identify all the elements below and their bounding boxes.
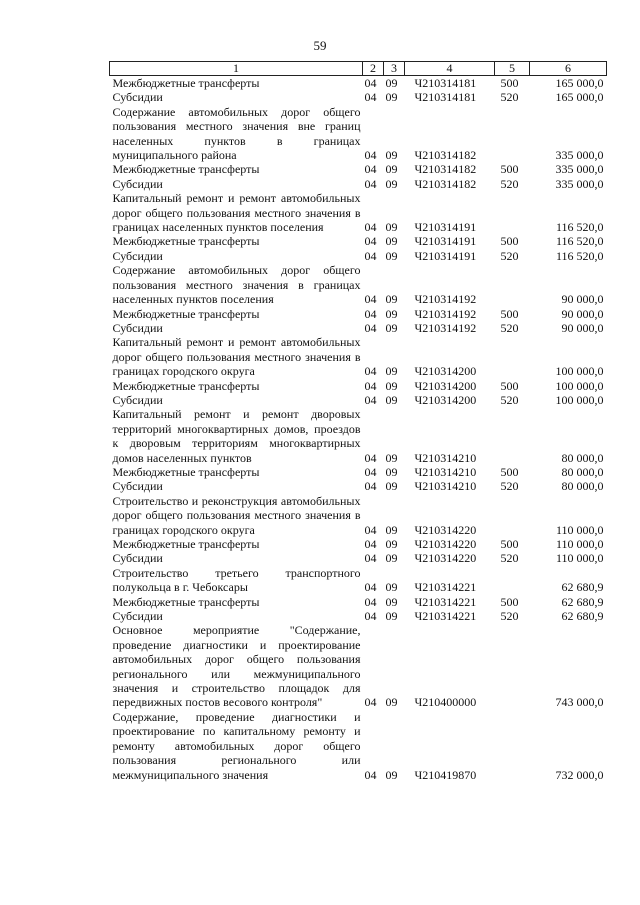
row-section-cell: 04 [364, 522, 377, 537]
table-row [110, 407, 607, 465]
row-name-cell: Содержание автомобильных дорог общего пользования местного значения вне границ населенных пунктов в границах муниципального района [112, 104, 361, 163]
row-expense-type-cell: 500 [500, 378, 519, 393]
row-expense-type-cell: 500 [500, 537, 519, 551]
row-expense-type-cell: 500 [500, 162, 519, 177]
column-header-6: 6 [530, 62, 607, 76]
row-name-cell: Межбюджетные трансферты [112, 378, 260, 393]
row-amount-cell: 335 000,0 [555, 148, 604, 163]
row-subsection-cell: 09 [385, 306, 398, 321]
row-amount-cell: 110 000,0 [555, 522, 604, 537]
row-amount-cell: 90 000,0 [561, 306, 604, 321]
column-header-4: 4 [405, 62, 495, 76]
row-section-cell: 04 [364, 392, 377, 407]
row-code-cell: Ч210314200 [414, 392, 477, 407]
row-expense-type-cell [495, 263, 530, 306]
table-row [110, 393, 607, 407]
row-subsection-cell: 09 [385, 364, 398, 379]
table-row [110, 321, 607, 335]
row-name-cell: Субсидии [112, 479, 163, 494]
row-expense-type-cell: 520 [500, 479, 519, 494]
table-row [110, 537, 607, 551]
row-amount-cell: 165 000,0 [555, 90, 604, 105]
row-code-cell: Ч210314182 [414, 176, 477, 191]
row-code-cell: Ч210314192 [414, 320, 477, 335]
row-subsection-cell: 09 [385, 162, 398, 177]
row-expense-type-cell [495, 494, 530, 537]
row-name-cell: Межбюджетные трансферты [112, 464, 260, 479]
table-row [110, 551, 607, 565]
row-amount-cell: 100 000,0 [555, 364, 604, 379]
row-section-cell: 04 [364, 248, 377, 263]
row-subsection-cell: 09 [385, 148, 398, 163]
row-section-cell: 04 [364, 320, 377, 335]
row-code-cell: Ч210314191 [414, 248, 477, 263]
row-section-cell: 04 [364, 479, 377, 494]
table-row [110, 494, 607, 537]
row-section-cell: 04 [364, 378, 377, 393]
row-subsection-cell: 09 [385, 320, 398, 335]
table-row [110, 623, 607, 709]
table-row [110, 710, 607, 782]
table-header-row [110, 62, 607, 76]
column-header-2: 2 [363, 62, 384, 76]
row-name-cell: Строительство и реконструкция автомобильных дорог общего пользования местного значения в границах городского округа [112, 493, 361, 537]
row-amount-cell: 335 000,0 [555, 176, 604, 191]
column-header-1: 1 [110, 62, 363, 76]
row-amount-cell: 62 680,9 [561, 609, 604, 624]
row-expense-type-cell: 520 [500, 392, 519, 407]
row-section-cell: 04 [364, 176, 377, 191]
row-name-cell: Межбюджетные трансферты [112, 76, 260, 90]
row-name-cell: Субсидии [112, 176, 163, 191]
row-code-cell: Ч210314192 [414, 292, 477, 307]
column-header-5: 5 [495, 62, 530, 76]
table-row [110, 566, 607, 595]
row-expense-type-cell [495, 191, 530, 234]
row-name-cell: Субсидии [112, 392, 163, 407]
row-code-cell: Ч210314182 [414, 162, 477, 177]
row-subsection-cell: 09 [385, 594, 398, 609]
row-subsection-cell: 09 [385, 76, 398, 90]
row-expense-type-cell: 520 [500, 320, 519, 335]
row-amount-cell: 165 000,0 [555, 76, 604, 90]
row-amount-cell: 62 680,9 [561, 580, 604, 595]
row-section-cell: 04 [364, 767, 377, 782]
row-name-cell: Капитальный ремонт и ремонт дворовых территорий многоквартирных домов, проездов к дворовым территориям многоквартирных домов населенных пунктов [112, 407, 361, 465]
row-name-cell: Субсидии [112, 551, 163, 566]
row-name-cell: Строительство третьего транспортного полукольца в г. Чебоксары [112, 565, 361, 595]
row-expense-type-cell: 520 [500, 176, 519, 191]
row-subsection-cell: 09 [385, 537, 398, 551]
row-name-cell: Субсидии [112, 90, 163, 105]
row-amount-cell: 335 000,0 [555, 162, 604, 177]
row-name-cell: Субсидии [112, 248, 163, 263]
row-code-cell: Ч210314220 [414, 522, 477, 537]
table-row [110, 162, 607, 176]
row-subsection-cell: 09 [385, 220, 398, 235]
row-amount-cell: 80 000,0 [561, 464, 604, 479]
row-code-cell: Ч210314210 [414, 464, 477, 479]
table-row [110, 263, 607, 306]
row-amount-cell: 90 000,0 [561, 320, 604, 335]
row-expense-type-cell [495, 335, 530, 378]
row-expense-type-cell [495, 407, 530, 465]
row-amount-cell: 90 000,0 [561, 292, 604, 307]
budget-table [109, 61, 607, 782]
row-subsection-cell: 09 [385, 450, 398, 465]
row-amount-cell: 80 000,0 [561, 450, 604, 465]
row-subsection-cell: 09 [385, 392, 398, 407]
row-name-cell: Содержание автомобильных дорог общего пользования местного значения в границах населенных пунктов поселения [112, 263, 361, 307]
table-row [110, 379, 607, 393]
row-name-cell: Капитальный ремонт и ремонт автомобильных дорог общего пользования местного значения в границах населенных пунктов поселения [112, 191, 361, 235]
row-expense-type-cell [495, 710, 530, 782]
row-section-cell: 04 [364, 609, 377, 624]
row-code-cell: Ч210314220 [414, 537, 477, 551]
row-subsection-cell: 09 [385, 522, 398, 537]
row-code-cell: Ч210314192 [414, 306, 477, 321]
row-section-cell: 04 [364, 364, 377, 379]
row-amount-cell: 100 000,0 [555, 392, 604, 407]
row-name-cell: Содержание, проведение диагностики и проектирование по капитальному ремонту и ремонту автомобильных дорог общего пользования регионального или межмуниципального значения [112, 709, 361, 782]
row-code-cell: Ч210314182 [414, 148, 477, 163]
row-amount-cell: 116 520,0 [555, 248, 604, 263]
row-amount-cell: 62 680,9 [561, 594, 604, 609]
row-subsection-cell: 09 [385, 464, 398, 479]
row-section-cell: 04 [364, 464, 377, 479]
table-row [110, 177, 607, 191]
row-section-cell: 04 [364, 220, 377, 235]
table-row [110, 90, 607, 104]
row-amount-cell: 732 000,0 [555, 767, 604, 782]
row-amount-cell: 80 000,0 [561, 479, 604, 494]
row-expense-type-cell: 520 [500, 551, 519, 566]
row-subsection-cell: 09 [385, 551, 398, 566]
row-name-cell: Межбюджетные трансферты [112, 306, 260, 321]
row-subsection-cell: 09 [385, 234, 398, 249]
row-expense-type-cell [495, 566, 530, 595]
row-subsection-cell: 09 [385, 292, 398, 307]
row-code-cell: Ч210314200 [414, 364, 477, 379]
row-subsection-cell: 09 [385, 248, 398, 263]
row-code-cell: Ч210400000 [414, 695, 477, 710]
row-code-cell: Ч210314200 [414, 378, 477, 393]
row-expense-type-cell: 500 [500, 594, 519, 609]
row-section-cell: 04 [364, 537, 377, 551]
row-expense-type-cell: 520 [500, 609, 519, 624]
row-name-cell: Субсидии [112, 320, 163, 335]
row-name-cell: Межбюджетные трансферты [112, 234, 260, 249]
row-section-cell: 04 [364, 450, 377, 465]
row-section-cell: 04 [364, 306, 377, 321]
row-section-cell: 04 [364, 695, 377, 710]
row-code-cell: Ч210314221 [414, 609, 477, 624]
row-expense-type-cell: 520 [500, 248, 519, 263]
row-subsection-cell: 09 [385, 479, 398, 494]
row-section-cell: 04 [364, 551, 377, 566]
table-row [110, 249, 607, 263]
row-amount-cell: 110 000,0 [555, 551, 604, 566]
row-code-cell: Ч210314181 [414, 90, 477, 105]
row-subsection-cell: 09 [385, 90, 398, 105]
row-subsection-cell: 09 [385, 767, 398, 782]
row-name-cell: Межбюджетные трансферты [112, 537, 260, 551]
page-number: 59 [313, 38, 327, 53]
row-section-cell: 04 [364, 292, 377, 307]
row-expense-type-cell: 500 [500, 306, 519, 321]
row-name-cell: Основное мероприятие "Содержание, проведение диагностики и проектирование автомобильных дорог общего пользования регионального или межмуниципального значения и строительство площадок для передвижных постов весового контроля" [112, 623, 361, 710]
row-expense-type-cell [495, 623, 530, 709]
row-subsection-cell: 09 [385, 609, 398, 624]
row-expense-type-cell: 520 [500, 90, 519, 105]
table-row [110, 335, 607, 378]
row-name-cell: Капитальный ремонт и ремонт автомобильных дорог общего пользования местного значения в границах городского округа [112, 335, 361, 379]
table-row [110, 76, 607, 91]
table-row [110, 234, 607, 248]
row-amount-cell: 100 000,0 [555, 378, 604, 393]
row-code-cell: Ч210314221 [414, 580, 477, 595]
row-amount-cell: 116 520,0 [555, 234, 604, 249]
row-code-cell: Ч210314181 [414, 76, 477, 90]
row-code-cell: Ч210314210 [414, 450, 477, 465]
row-name-cell: Межбюджетные трансферты [112, 162, 260, 177]
row-section-cell: 04 [364, 594, 377, 609]
row-name-cell: Субсидии [112, 609, 163, 624]
table-row [110, 191, 607, 234]
table-row [110, 465, 607, 479]
row-code-cell: Ч210314191 [414, 220, 477, 235]
table-row [110, 307, 607, 321]
row-subsection-cell: 09 [385, 378, 398, 393]
row-code-cell: Ч210419870 [414, 767, 477, 782]
row-expense-type-cell: 500 [500, 464, 519, 479]
row-expense-type-cell: 500 [500, 76, 519, 90]
row-code-cell: Ч210314221 [414, 594, 477, 609]
row-expense-type-cell: 500 [500, 234, 519, 249]
row-code-cell: Ч210314220 [414, 551, 477, 566]
table-row [110, 595, 607, 609]
row-amount-cell: 110 000,0 [555, 537, 604, 551]
row-subsection-cell: 09 [385, 176, 398, 191]
row-section-cell: 04 [364, 234, 377, 249]
row-subsection-cell: 09 [385, 695, 398, 710]
table-row [110, 609, 607, 623]
row-section-cell: 04 [364, 90, 377, 105]
row-section-cell: 04 [364, 162, 377, 177]
row-code-cell: Ч210314191 [414, 234, 477, 249]
row-code-cell: Ч210314210 [414, 479, 477, 494]
row-amount-cell: 116 520,0 [555, 220, 604, 235]
row-expense-type-cell [495, 105, 530, 163]
row-section-cell: 04 [364, 76, 377, 90]
column-header-3: 3 [384, 62, 405, 76]
row-section-cell: 04 [364, 148, 377, 163]
table-row [110, 479, 607, 493]
table-row [110, 105, 607, 163]
row-amount-cell: 743 000,0 [555, 695, 604, 710]
row-subsection-cell: 09 [385, 580, 398, 595]
row-name-cell: Межбюджетные трансферты [112, 594, 260, 609]
row-section-cell: 04 [364, 580, 377, 595]
